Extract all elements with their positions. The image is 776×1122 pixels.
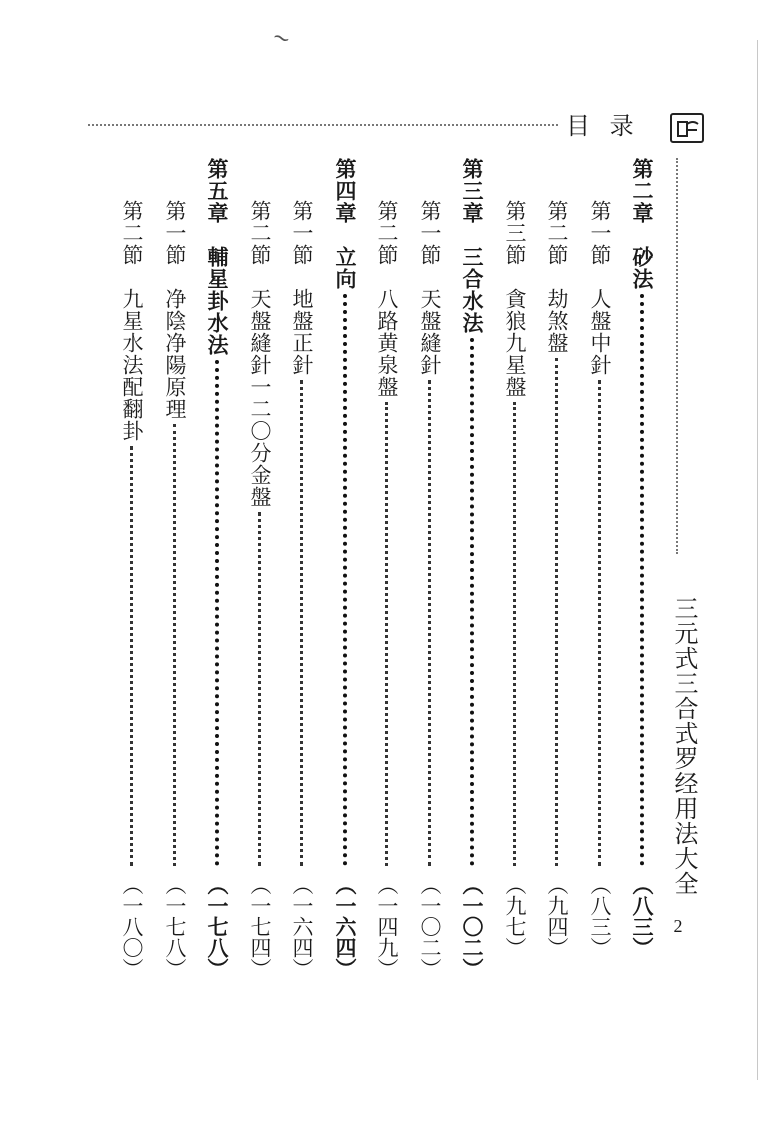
toc-entry[interactable]: [413, 0, 447, 980]
toc-entry[interactable]: [583, 0, 617, 980]
toc-leader-dots: [385, 402, 388, 866]
toc-leader-dots: [343, 294, 347, 866]
toc-leader-dots: [640, 294, 644, 866]
toc-entry-title: 第三節 貪狼九星盤: [503, 200, 527, 398]
toc-entry-page: （八三）: [630, 874, 655, 958]
toc-entry-title: 第一節 地盤正針: [290, 200, 314, 376]
toc-entry-page: （一〇二）: [460, 874, 485, 979]
toc-leader-dots: [215, 360, 219, 866]
toc-entry-title: 第一節 人盤中針: [588, 200, 612, 376]
toc-entry-page: （一七八）: [163, 874, 187, 979]
toc-entry-title: 第二節 九星水法配翻卦: [120, 200, 144, 442]
toc-entry-page: （一六四）: [290, 874, 314, 979]
toc-entry-title: 第二節 天盤縫針一二〇分金盤: [248, 200, 272, 508]
toc-entry[interactable]: [115, 0, 149, 980]
toc-entry-page: （一八〇）: [120, 874, 144, 979]
page-number: 2: [673, 916, 683, 936]
toc-entry-page: （一四九）: [375, 874, 399, 979]
toc-entry-title: 第三章 三合水法: [460, 158, 485, 334]
toc-entry-title: 第二章 砂法: [630, 158, 655, 290]
toc-entry-title: 第二節 劫煞盤: [545, 200, 569, 354]
toc-entry[interactable]: [625, 0, 659, 980]
toc-entry-page: （一七八）: [205, 874, 230, 979]
book-title: 三元式三合式罗经用法大全: [670, 596, 698, 896]
book-mark-icon: [670, 113, 704, 143]
toc-entry[interactable]: [498, 0, 532, 980]
toc-entry[interactable]: [540, 0, 574, 980]
toc-leader-dots: [428, 380, 431, 866]
toc-leader-dots: [555, 358, 558, 866]
side-dotted-rule: [676, 158, 678, 554]
toc-leader-dots: [130, 446, 133, 866]
toc-leader-dots: [300, 380, 303, 866]
toc-entry-page: （一六四）: [333, 874, 358, 979]
toc-leader-dots: [258, 512, 261, 866]
toc-entry[interactable]: [158, 0, 192, 980]
page-edge-line: [757, 40, 758, 1080]
toc-leader-dots: [470, 338, 474, 866]
toc-entry-title: 第四章 立向: [333, 158, 358, 290]
toc-entry-page: （一七四）: [248, 874, 272, 979]
toc-entry[interactable]: [285, 0, 319, 980]
toc-leader-dots: [598, 380, 601, 866]
toc-entry-page: （一〇二）: [418, 874, 442, 979]
toc-entry-page: （八三）: [588, 874, 612, 958]
toc-entry-page: （九七）: [503, 874, 527, 958]
toc-entry[interactable]: [328, 0, 362, 980]
ink-smudge: ~: [268, 23, 295, 54]
toc-leader-dots: [173, 424, 176, 866]
toc-entry[interactable]: [200, 0, 234, 980]
toc-entry-title: 第一節 天盤縫針: [418, 200, 442, 376]
toc-entry[interactable]: [243, 0, 277, 980]
toc-entry-page: （九四）: [545, 874, 569, 958]
toc-entry[interactable]: [455, 0, 489, 980]
toc-entry-title: 第一節 净陰净陽原理: [163, 200, 187, 420]
toc-leader-dots: [513, 402, 516, 866]
toc-entry-title: 第五章 輔星卦水法: [205, 158, 230, 356]
toc-entry[interactable]: [370, 0, 404, 980]
toc-entry-title: 第二節 八路黄泉盤: [375, 200, 399, 398]
contents-heading: 目 录: [566, 112, 640, 140]
